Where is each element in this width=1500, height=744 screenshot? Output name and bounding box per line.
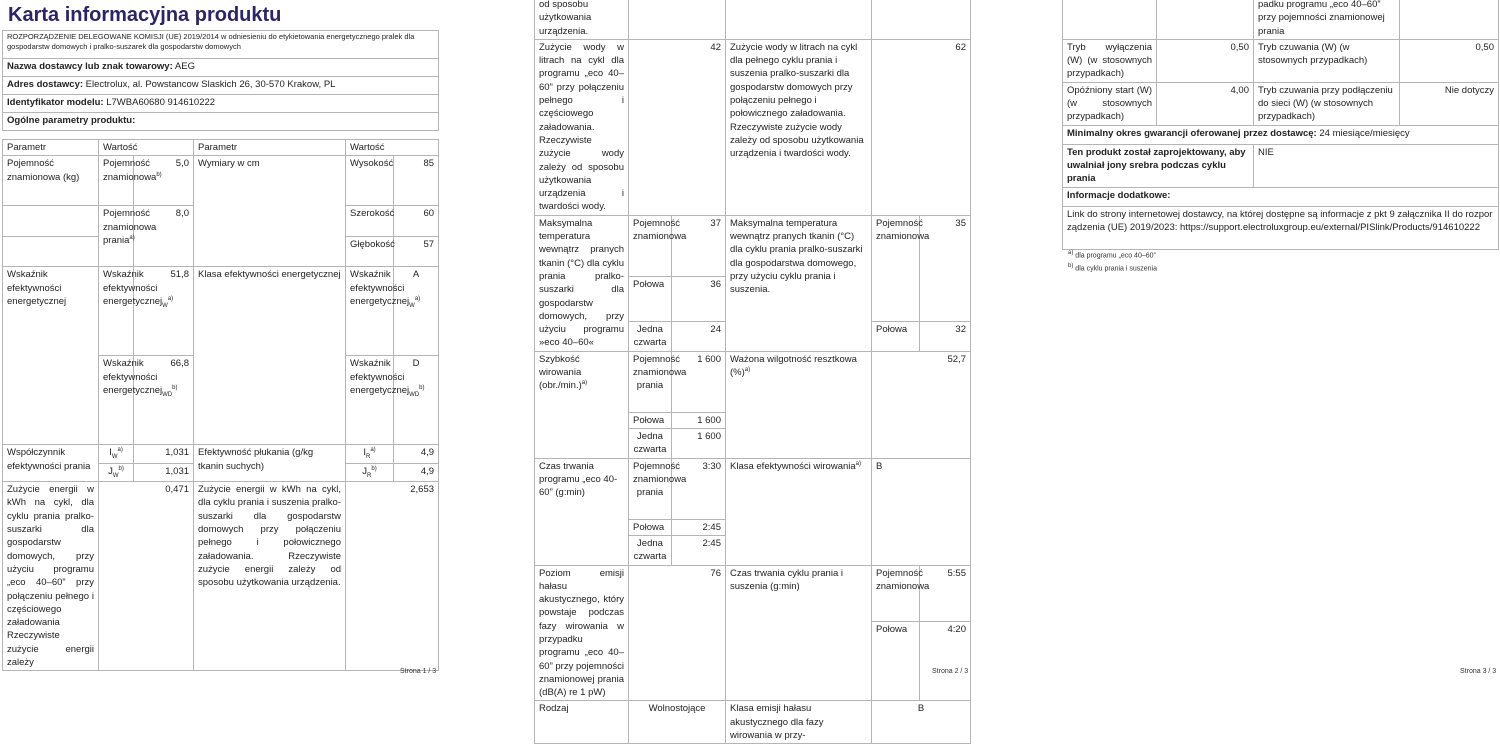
network-value: Nie dotyczy [1400,82,1499,125]
eclass-wd-label: Wskaźnik efektywności energetycznej$_{WD}^{b)}$ [346,356,394,445]
wash-eff-label: Współczynnik efektywności prania [3,445,99,482]
temp-dry-half-value: 32 [920,322,971,352]
footnote-a: $^{a)}$ dla programu „eco 40–60” [1068,250,1156,260]
height-value: 85 [394,156,439,206]
energy-cont-text-2 [726,0,872,39]
temp-half-value: 36 [672,276,726,321]
jr-value: 4,9 [394,463,439,481]
noise-cont-value [1400,0,1499,39]
cycle-rated-value: 5:55 [920,565,971,621]
delay-label: Opóźniony start (W) (w stosownych przypadkach) [1063,82,1157,125]
regulation-text: ROZPORZĄDZENIE DELEGOWANE KOMISJI (UE) 2019/2014 w odniesieniu do etykietowania energetycznego pralek dla gospodarstw domowych i pralko-suszarek dla gospodarstw domowych [3,31,439,59]
temp-quarter-value: 24 [672,322,726,352]
page-2 [532,0,972,742]
temp-half-label: Połowa [629,276,672,321]
silver-value: NIE [1254,144,1499,187]
eei-wd-value: 66,8 [134,356,194,445]
noise-cont-left-value [1157,0,1254,39]
energy-cont-text: od sposobu użytkowania urządzenia. [535,0,629,39]
model-value: L7WBA60680 914610222 [106,97,216,108]
header-table [2,30,439,131]
address-value: Electrolux, al. Powstancow Slaskich 26, 30-570 Krakow, PL [85,79,336,90]
temp-dry-rated-value: 35 [920,215,971,321]
spin-quarter-value: 1 600 [672,429,726,459]
spin-half-value: 1 600 [672,412,726,428]
temp-dry-label: Maksymalna temperatura wewnątrz pranych tkanin (°C) dla cyklu prania pralko-suszarki dla gospodarstwa domowego, przy użyciu cyklu prania i suszenia. [726,215,872,351]
additional-label: Informacje dodatkowe: [1063,187,1499,206]
cap-wash-label: Pojemność znamionowa prania$^{a)}$ [99,206,134,267]
ir-label: $I_R^{a)}$ [346,445,394,463]
page-1 [0,0,445,678]
spin-rated-value: 1 600 [672,351,726,412]
noise-cont-text: padku programu „eco 40–60” przy pojemności znamionowej prania [1254,0,1400,39]
noise-class-label: Klasa emisji hałasu akustycznego dla fazy wirowania w przy- [726,701,872,744]
dur-quarter-label: Jedna czwarta [629,535,672,565]
warranty-row [1063,125,1499,144]
page-3 [1060,0,1500,678]
warranty-value: 24 miesiące/miesięcy [1319,127,1410,139]
eclass-w-label: Wskaźnik efektywności energetycznej$_W^{a)}$ [346,267,394,356]
energy-wash-label: Zużycie energii w kWh na cykl, dla cyklu prania pralko-suszarki dla gospodarstw domowych, przy użyciu programu „eco 40–60” przy połączeniu pełnego i częściowego załadowania Rzeczywiste zużycie energii zależy [3,482,99,671]
off-value: 0,50 [1157,39,1254,82]
page-title: Karta informacyjna produktu [8,4,282,26]
cap-rated-label: Pojemność znamionowa$^{b)}$ [99,156,134,206]
cycle-half-value: 4:20 [920,621,971,701]
energy-cont-value [629,0,726,39]
off-label: Tryb wyłączenia (W) (w stosownych przypadkach) [1063,39,1157,82]
energy-dry-label: Zużycie energii w kWh na cykl, dla cyklu prania i suszenia pralko-suszarki dla gospodarstw domowych przy połączeniu pełnego i połowicznego załadowania. Rzeczywiste zużycie energii zależy od sposobu użytkowania urządzenia. [194,482,346,671]
supplier-row [3,59,439,77]
page-number-1: Strona 1 / 3 [400,668,437,675]
depth-value: 57 [394,236,439,267]
jw-label: $J_W^{b)}$ [99,463,134,481]
type-label: Rodzaj [535,701,629,744]
water-wash-value: 42 [629,39,726,215]
depth-label: Głębokość [346,236,394,267]
footnote-b: $^{b)}$ dla cyklu prania i suszenia [1068,263,1158,273]
moisture-label: Ważona wilgotność resztkowa (%)$^{a)}$ [726,351,872,458]
spin-label: Szybkość wirowania $(obr./\min.)^{a)}$ [535,351,629,458]
temp-rated-value: 37 [672,215,726,276]
general-row [3,113,439,131]
dur-rated-value: 3:30 [672,458,726,519]
ir-value: 4,9 [394,445,439,463]
model-row [3,95,439,113]
spin-class-label: Klasa efektywności wirowania$^{a)}$ [726,458,872,565]
energy-dry-value: 2,653 [346,482,439,671]
standby-label: Tryb czuwania (W) (w stosownych przypadkach) [1254,39,1400,82]
duration-label: Czas trwania programu „eco 40-60” (g:min) [535,458,629,565]
eclass-wd-value: D [394,356,439,445]
eclass-label: Klasa efektywności energetycznej [194,267,346,445]
capacity-label: Pojemność znamionowa (kg) [3,156,99,206]
noise-cont-left [1063,0,1157,39]
spin-class-value: B [872,458,971,565]
supplier-value: AEG [174,61,195,72]
page-number-3: Strona 3 / 3 [1460,668,1497,675]
temp-wash-label: Maksymalna temperatura wewnątrz pranych tkanin (°C) dla cyklu prania pralko-suszarki dla gospodarstw domowych, przy użyciu programu »eco 40–60« [535,215,629,351]
iw-value: 1,031 [134,445,194,463]
delay-value: 4,00 [1157,82,1254,125]
supplier-label: Nazwa dostawcy lub znak towarowy: [7,61,173,72]
silver-label: Ten produkt został zaprojektowany, aby uwalniał jony srebra podczas cyklu prania [1063,144,1254,187]
jw-value: 1,031 [134,463,194,481]
cycle-dur-label: Czas trwania cyklu prania i suszenia (g:min) [726,565,872,701]
eei-w-value: 51,8 [134,267,194,356]
model-label: Identyfikator modelu: [7,97,104,108]
energy-wash-value: 0,471 [99,482,194,671]
temp-rated-label: Pojemność znamionowa [629,215,672,276]
cycle-rated-label: Pojemność znamionowa [872,565,920,621]
temp-quarter-label: Jedna czwarta [629,322,672,352]
temp-dry-rated-label: Pojemność znamionowa [872,215,920,321]
type-value: Wolnostojące [629,701,726,744]
warranty-label: Minimalny okres gwarancji oferowanej przez dostawcę: [1067,127,1317,139]
iw-label: $I_W^{a)}$ [99,445,134,463]
water-dry-value: 62 [872,39,971,215]
col-header-param: Parametr [3,140,99,156]
supplier-link[interactable]: Link do strony internetowej dostawcy, na której dostępne są informacje z pkt 9 załącznika II do rozporządzenia (UE) 2019/2023: https://support.electroluxgroup.eu/external/PISlink/Products/914610222 [1063,206,1499,249]
spin-half-label: Połowa [629,412,672,428]
eei-label: Wskaźnik efektywności energetycznej [3,267,99,445]
rinse-label: Efektywność płukania (g/kg tkanin suchych) [194,445,346,482]
water-wash-label: Zużycie wody w litrach na cykl dla programu „eco 40–60” przy połączeniu pełnego i częściowego załadowania. Rzeczywiste zużycie wody zależy od sposobu użytkowania urządzenia i twardości wody. [535,39,629,215]
moisture-value: 52,7 [872,351,971,458]
spin-quarter-label: Jedna czwarta [629,429,672,459]
dur-rated-label: Pojemność znamionowa prania [629,458,672,519]
cycle-half-label: Połowa [872,621,920,701]
network-label: Tryb czuwania przy podłączeniu do sieci (W) (w stosownych przypadkach) [1254,82,1400,125]
capacity-filler [3,206,99,237]
eei-wd-label: Wskaźnik efektywności energetycznej$_{WD}^{b)}$ [99,356,134,445]
dur-half-label: Połowa [629,519,672,535]
eclass-w-value: A [394,267,439,356]
address-label: Adres dostawcy: [7,79,84,90]
height-label: Wysokość [346,156,394,206]
col-header-value-2: Wartość [346,140,439,156]
eei-w-label: Wskaźnik efektywności energetycznej$_W^{a)}$ [99,267,134,356]
noise-class-value: B [872,701,971,744]
col-header-param-2: Parametr [194,140,346,156]
page-number-2: Strona 2 / 3 [932,668,969,675]
dur-half-value: 2:45 [672,519,726,535]
width-label: Szerokość [346,206,394,237]
address-row [3,77,439,95]
general-label: Ogólne parametry produktu: [7,115,136,126]
noise-label: Poziom emisji hałasu akustycznego, który powstaje podczas fazy wirowania w przypadku programu „eco 40–60” przy pojemności znamionowej prania (dB(A) re 1 pW) [535,565,629,701]
standby-value: 0,50 [1400,39,1499,82]
width-value: 60 [394,206,439,237]
params-table-1 [2,139,439,671]
dims-label: Wymiary w cm [194,156,346,267]
capacity-filler-2 [3,236,99,267]
cap-wash-value: 8,0 [134,206,194,267]
col-header-value: Wartość [99,140,194,156]
energy-cont-value-2 [872,0,971,39]
dur-quarter-value: 2:45 [672,535,726,565]
jr-label: $J_R^{b)}$ [346,463,394,481]
cap-rated-value: 5,0 [134,156,194,206]
temp-dry-half-label: Połowa [872,322,920,352]
noise-value: 76 [629,565,726,701]
water-dry-label: Zużycie wody w litrach na cykl dla pełnego cyklu prania i suszenia pralko-suszarki dla gospodarstw domowych przy połączeniu pełnego i połowicznego załadowania. Rzeczywiste zużycie wody zależy od sposobu użytkowania urządzenia i twardości wody. [726,39,872,215]
params-table-3 [1062,0,1499,250]
spin-rated-label: Pojemność znamionowa prania [629,351,672,412]
params-table-2 [534,0,971,744]
